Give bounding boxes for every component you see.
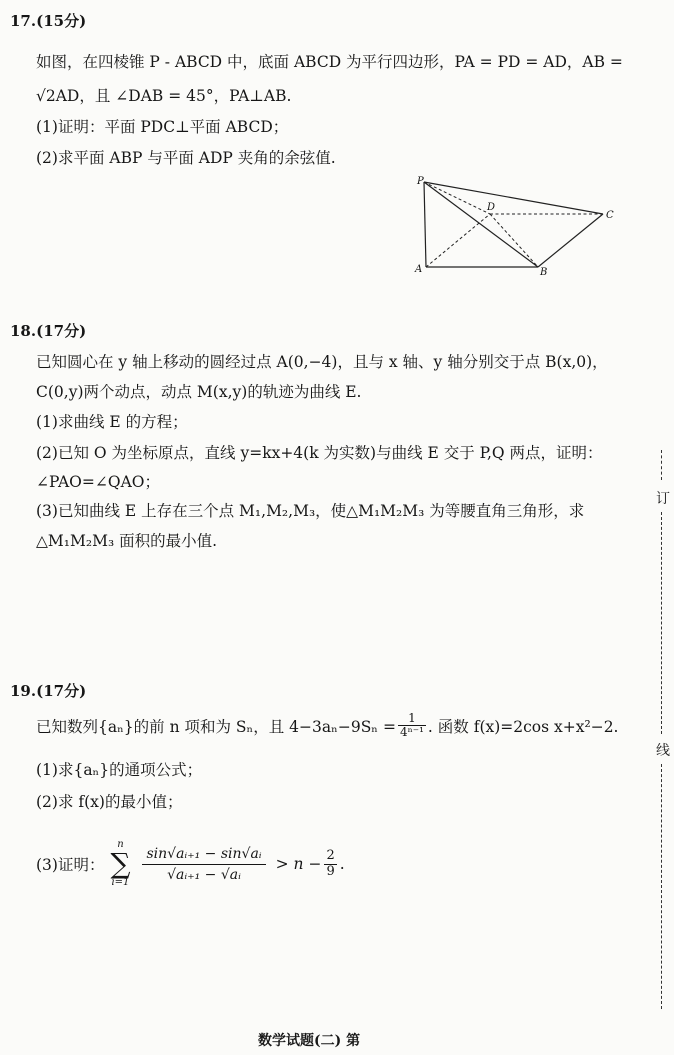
q18-part-3-cont: △M₁M₂M₃ 面积的最小值. bbox=[36, 532, 218, 550]
edge-pc bbox=[424, 182, 603, 214]
q19-line-1 bbox=[36, 712, 618, 739]
q19-heading: 19.(17分) bbox=[10, 682, 87, 700]
vertex-label-p: P bbox=[417, 176, 424, 187]
q19-line-1-text-b: . 函数 f(x)=2cos x+x²−2. bbox=[427, 717, 619, 736]
inequality-end: . bbox=[339, 855, 345, 873]
sum-fraction bbox=[142, 846, 265, 883]
q19-part-3-prefix: (3)证明： bbox=[36, 856, 105, 874]
vertex-label-d: D bbox=[487, 202, 496, 213]
binding-char-1: 订 bbox=[656, 491, 670, 507]
q17-line-2: √2AD，且 ∠DAB = 45°，PA⊥AB. bbox=[36, 87, 292, 105]
rhs-fraction bbox=[324, 849, 336, 879]
q18-part-1: (1)求曲线 E 的方程； bbox=[36, 413, 188, 431]
pyramid-figure bbox=[408, 172, 623, 282]
q17-line-1: 如图，在四棱锥 P - ABCD 中，底面 ABCD 为平行四边形，PA = PD = AD，AB = bbox=[36, 53, 623, 71]
q19-fraction bbox=[398, 712, 426, 739]
q19-line-1-text-a: 已知数列{aₙ}的前 n 项和为 Sₙ，且 4−3aₙ−9Sₙ = bbox=[36, 717, 396, 736]
rhs-fraction-denominator: 9 bbox=[326, 863, 335, 879]
q18-line-2: C(0,y)两个动点，动点 M(x,y)的轨迹为曲线 E. bbox=[36, 383, 362, 401]
q17-part-2: (2)求平面 ABP 与平面 ADP 夹角的余弦值. bbox=[36, 149, 336, 167]
q18-heading: 18.(17分) bbox=[10, 322, 87, 340]
rhs-fraction-numerator: 2 bbox=[326, 848, 335, 864]
edge-ad bbox=[426, 214, 490, 267]
q18-line-1: 已知圆心在 y 轴上移动的圆经过点 A(0,−4)，且与 x 轴、y 轴分别交于点 B(x,0)， bbox=[36, 353, 608, 371]
binding-line-bottom bbox=[661, 764, 662, 1009]
sum-upper-limit: n bbox=[117, 839, 124, 850]
vertex-label-a: A bbox=[415, 264, 423, 275]
edge-bc bbox=[538, 214, 603, 267]
binding-line-top bbox=[661, 450, 662, 480]
q18-part-2-cont: ∠PAO=∠QAO； bbox=[36, 473, 160, 491]
q19-part-3 bbox=[36, 840, 345, 888]
q19-part-2: (2)求 f(x)的最小值； bbox=[36, 793, 183, 811]
vertex-label-c: C bbox=[606, 210, 614, 221]
q19-part-1: (1)求{aₙ}的通项公式； bbox=[36, 761, 203, 779]
vertex-label-b: B bbox=[540, 267, 548, 278]
edge-pd bbox=[424, 182, 490, 214]
sigma-glyph: ∑ bbox=[110, 847, 131, 880]
q19-fraction-numerator: 1 bbox=[398, 712, 426, 726]
summation-symbol bbox=[110, 840, 130, 888]
q18-part-3: (3)已知曲线 E 上存在三个点 M₁,M₂,M₃，使△M₁M₂M₃ 为等腰直角三角形，求 bbox=[36, 502, 585, 520]
sum-lower-limit: i=1 bbox=[111, 877, 130, 888]
edge-pb bbox=[424, 182, 538, 267]
binding-line-middle bbox=[661, 512, 662, 734]
binding-char-2: 线 bbox=[656, 743, 670, 759]
sum-fraction-denominator: √aᵢ₊₁ − √aᵢ bbox=[167, 866, 241, 883]
page-footer: 数学试题(二) 第 bbox=[258, 1033, 361, 1049]
sum-fraction-numerator: sin√aᵢ₊₁ − sin√aᵢ bbox=[142, 846, 265, 865]
q17-part-1: (1)证明：平面 PDC⊥平面 ABCD； bbox=[36, 118, 289, 136]
edge-pa bbox=[424, 182, 426, 267]
q18-part-2: (2)已知 O 为坐标原点，直线 y=kx+4(k 为实数)与曲线 E 交于 P,Q 两点，证明： bbox=[36, 444, 603, 462]
inequality-rhs: > n − bbox=[275, 855, 322, 873]
q17-heading: 17.(15分) bbox=[10, 12, 87, 30]
q19-fraction-denominator: 4ⁿ⁻¹ bbox=[399, 725, 424, 740]
edge-db bbox=[490, 214, 538, 267]
